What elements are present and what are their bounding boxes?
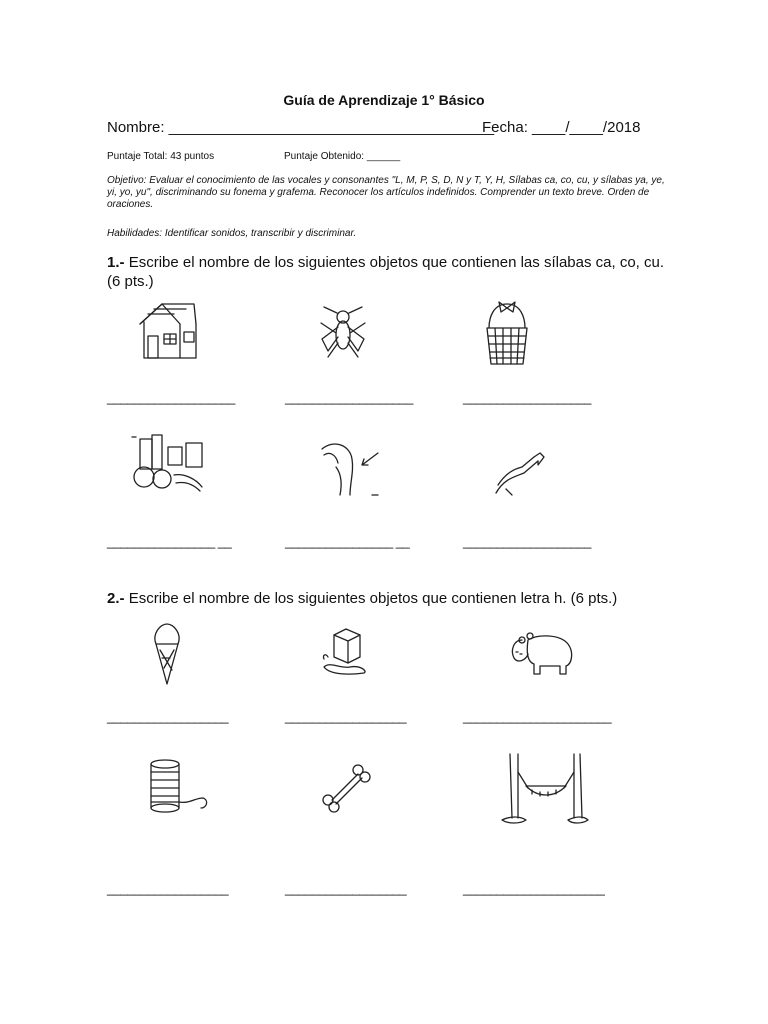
answer-line[interactable]: ________________ __ [107,534,232,549]
tail-icon [320,437,386,499]
objective-paragraph [107,175,667,211]
answer-line[interactable]: __________________ [285,709,407,724]
groceries-icon [130,433,210,493]
skills-paragraph [107,228,356,239]
answer-line[interactable]: ___________________ [107,390,235,405]
answer-line[interactable]: ___________________ [285,390,413,405]
fly-icon [318,303,368,361]
answer-line[interactable]: _____________________ [463,881,605,896]
skills-label: Habilidades: [107,228,163,239]
answer-line[interactable]: __________________ [107,709,229,724]
question-1-text: Escribe el nombre de los siguientes objetos que contienen las sílabas ca, co, cu. (6 pts.) [107,254,664,290]
thread-spool-icon [145,758,211,816]
elbow-icon [494,449,550,497]
question-2-text: Escribe el nombre de los siguientes objetos que contienen letra h. (6 pts.) [128,590,618,607]
obtained-score[interactable]: Puntaje Obtenido: ______ [284,151,401,162]
name-field[interactable]: Nombre: _______________________________________ [107,119,495,136]
total-score: Puntaje Total: 43 puntos [107,151,215,162]
objective-text: Evaluar el conocimiento de las vocales y consonantes "L, M, P, S, D, N y T, Y, H, Sílabas ca, co, cu, y sílabas ya, ye, yi, yo, yu", discriminando su fonema y grafema. Reconocer los artículos indefinidos. Comprender un texto breve. Orden de oraciones. [107,175,665,210]
objective-label: Objetivo: [107,175,147,186]
hammock-icon [498,752,588,826]
hippo-icon [508,630,576,678]
ice-cream-icon [152,622,182,686]
answer-line[interactable]: __________________ [285,881,407,896]
skills-text: Identificar sonidos, transcribir y discriminar. [164,228,357,239]
answer-line[interactable]: ___________________ [463,534,591,549]
question-1 [107,253,667,291]
page-title: Guía de Aprendizaje 1° Básico [283,92,485,108]
question-1-number: 1.- [107,254,125,271]
answer-line[interactable]: __________________ [107,881,229,896]
date-field[interactable]: Fecha: ____/____/2018 [482,119,641,136]
answer-line[interactable]: ________________ __ [285,534,410,549]
question-2 [107,589,667,608]
bone-icon [320,764,370,810]
question-2-number: 2.- [107,590,125,607]
answer-line[interactable]: ___________________ [463,390,591,405]
answer-line[interactable]: ______________________ [463,709,612,724]
house-icon [134,302,199,364]
basket-icon [483,298,531,366]
ice-cube-icon [320,627,370,675]
